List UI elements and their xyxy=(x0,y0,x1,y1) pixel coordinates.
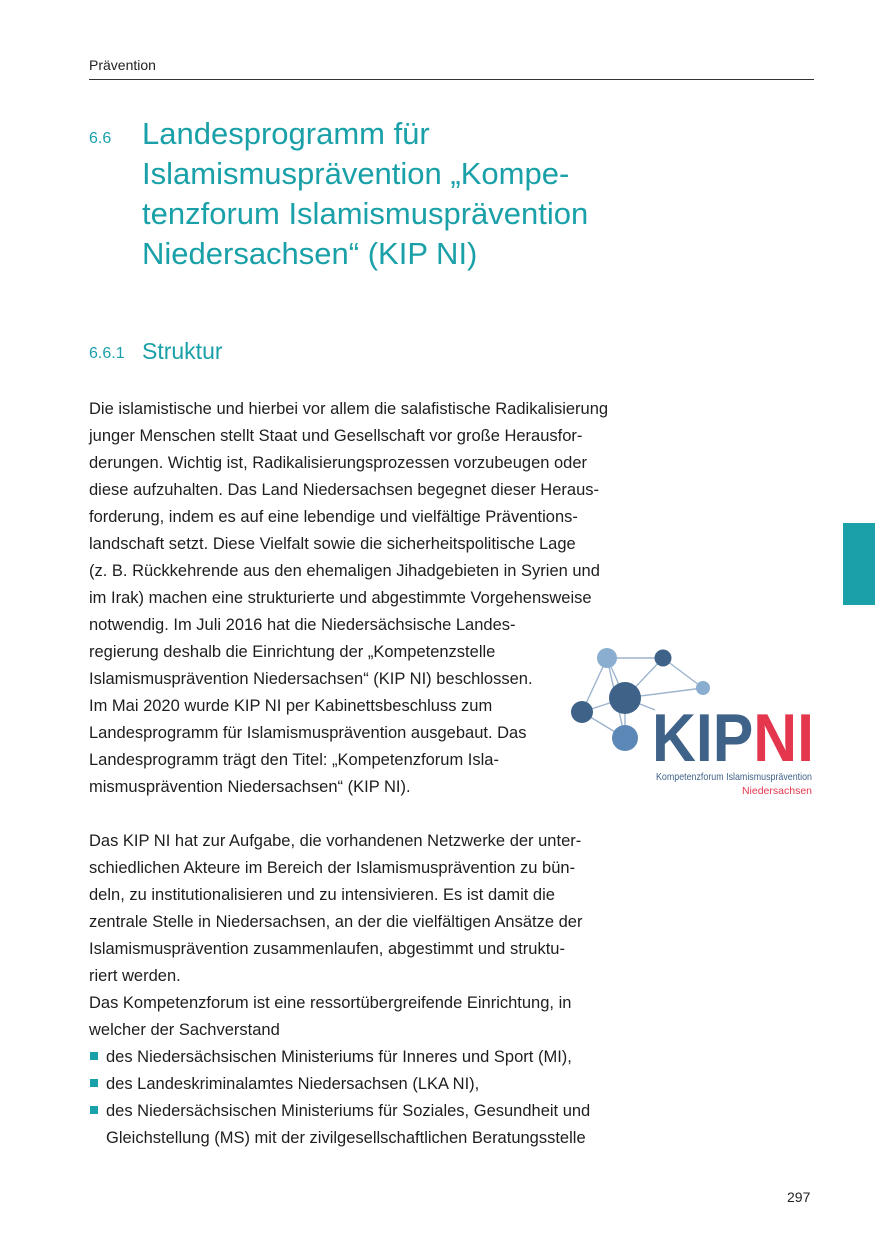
section-title-line: tenzforum Islamismusprävention xyxy=(142,196,589,231)
section-title-line: Niedersachsen“ (KIP NI) xyxy=(142,236,478,271)
logo-node xyxy=(655,650,672,667)
svg-text:KIPNI xyxy=(652,700,822,776)
paragraph-line: Landesprogramm für Islamismusprävention ausgebaut. Das xyxy=(89,724,527,742)
logo-node xyxy=(609,682,641,714)
bullet-marker xyxy=(90,1052,98,1060)
paragraph-line: zentrale Stelle in Niedersachsen, an der die vielfältigen Ansätze der xyxy=(89,913,583,931)
subsection-title: Struktur xyxy=(142,338,223,364)
paragraph-line: Die islamistische und hierbei vor allem die salafistische Radikalisierung xyxy=(89,400,609,418)
bullet-item-continuation: Gleichstellung (MS) mit der zivilgesellschaftlichen Beratungsstelle xyxy=(106,1129,586,1147)
paragraph-line: deln, zu institutionalisieren und zu intensivieren. Es ist damit die xyxy=(89,886,555,904)
logo-subtitle-line2: Niedersachsen xyxy=(741,785,812,797)
paragraph-line: Im Mai 2020 wurde KIP NI per Kabinettsbeschluss zum xyxy=(89,697,493,715)
paragraph-line: junger Menschen stellt Staat und Gesellschaft vor große Herausfor- xyxy=(89,427,583,445)
paragraph-line: notwendig. Im Juli 2016 hat die Niedersächsische Landes- xyxy=(89,616,516,634)
logo-wordmark-ni: NI xyxy=(753,700,822,776)
paragraph-line: welcher der Sachverstand xyxy=(89,1021,280,1039)
bullet-item: des Niedersächsischen Ministeriums für Soziales, Gesundheit und xyxy=(106,1102,591,1120)
running-head: Prävention xyxy=(89,57,156,73)
page-number: 297 xyxy=(787,1189,811,1205)
paragraph-line: forderung, indem es auf eine lebendige und vielfältige Präventions- xyxy=(89,508,578,526)
logo-node xyxy=(571,701,593,723)
paragraph-line: riert werden. xyxy=(89,967,181,985)
paragraph-line: Das Kompetenzforum ist eine ressortübergreifende Einrichtung, in xyxy=(89,994,572,1012)
chapter-tab xyxy=(843,523,875,605)
logo-wordmark-kip: KIP xyxy=(652,700,766,776)
kip-ni-logo xyxy=(565,642,820,800)
paragraph-line: im Irak) machen eine strukturierte und abgestimmte Vorgehensweise xyxy=(89,589,592,607)
paragraph-line: landschaft setzt. Diese Vielfalt sowie die sicherheitspolitische Lage xyxy=(89,535,576,553)
bullet-marker xyxy=(90,1079,98,1087)
paragraph-line: Das KIP NI hat zur Aufgabe, die vorhandenen Netzwerke der unter- xyxy=(89,832,582,850)
paragraph-line: diese aufzuhalten. Das Land Niedersachsen begegnet dieser Heraus- xyxy=(89,481,599,499)
paragraph-line: Landesprogramm trägt den Titel: „Kompetenzforum Isla- xyxy=(89,751,499,769)
paragraph-line: derungen. Wichtig ist, Radikalisierungsprozessen vorzubeugen oder xyxy=(89,454,588,472)
logo-node xyxy=(597,648,617,668)
paragraph-line: regierung deshalb die Einrichtung der „Kompetenzstelle xyxy=(89,643,496,661)
bullet-marker xyxy=(90,1106,98,1114)
logo-node xyxy=(612,725,638,751)
paragraph-line: mismusprävention Niedersachsen“ (KIP NI). xyxy=(89,778,411,796)
paragraph-line: Islamismusprävention Niedersachsen“ (KIP NI) beschlossen. xyxy=(89,670,533,688)
section-title-line: Islamismusprävention „Kompe- xyxy=(142,156,570,191)
bullet-item: des Landeskriminalamtes Niedersachsen (LKA NI), xyxy=(106,1075,480,1093)
header-rule xyxy=(89,79,814,80)
paragraph-line: schiedlichen Akteure im Bereich der Islamismusprävention zu bün- xyxy=(89,859,576,877)
subsection-number: 6.6.1 xyxy=(89,345,125,362)
bullet-item: des Niedersächsischen Ministeriums für Inneres und Sport (MI), xyxy=(106,1048,572,1066)
section-title xyxy=(142,114,662,274)
section-title-line: Landesprogramm für xyxy=(142,116,430,151)
paragraph-line: Islamismusprävention zusammenlaufen, abgestimmt und struktu- xyxy=(89,940,565,958)
paragraph-line: (z. B. Rückkehrende aus den ehemaligen Jihadgebieten in Syrien und xyxy=(89,562,600,580)
logo-subtitle-line1: Kompetenzforum Islamismusprävention xyxy=(656,771,813,783)
section-number: 6.6 xyxy=(89,130,112,147)
logo-node xyxy=(696,681,710,695)
